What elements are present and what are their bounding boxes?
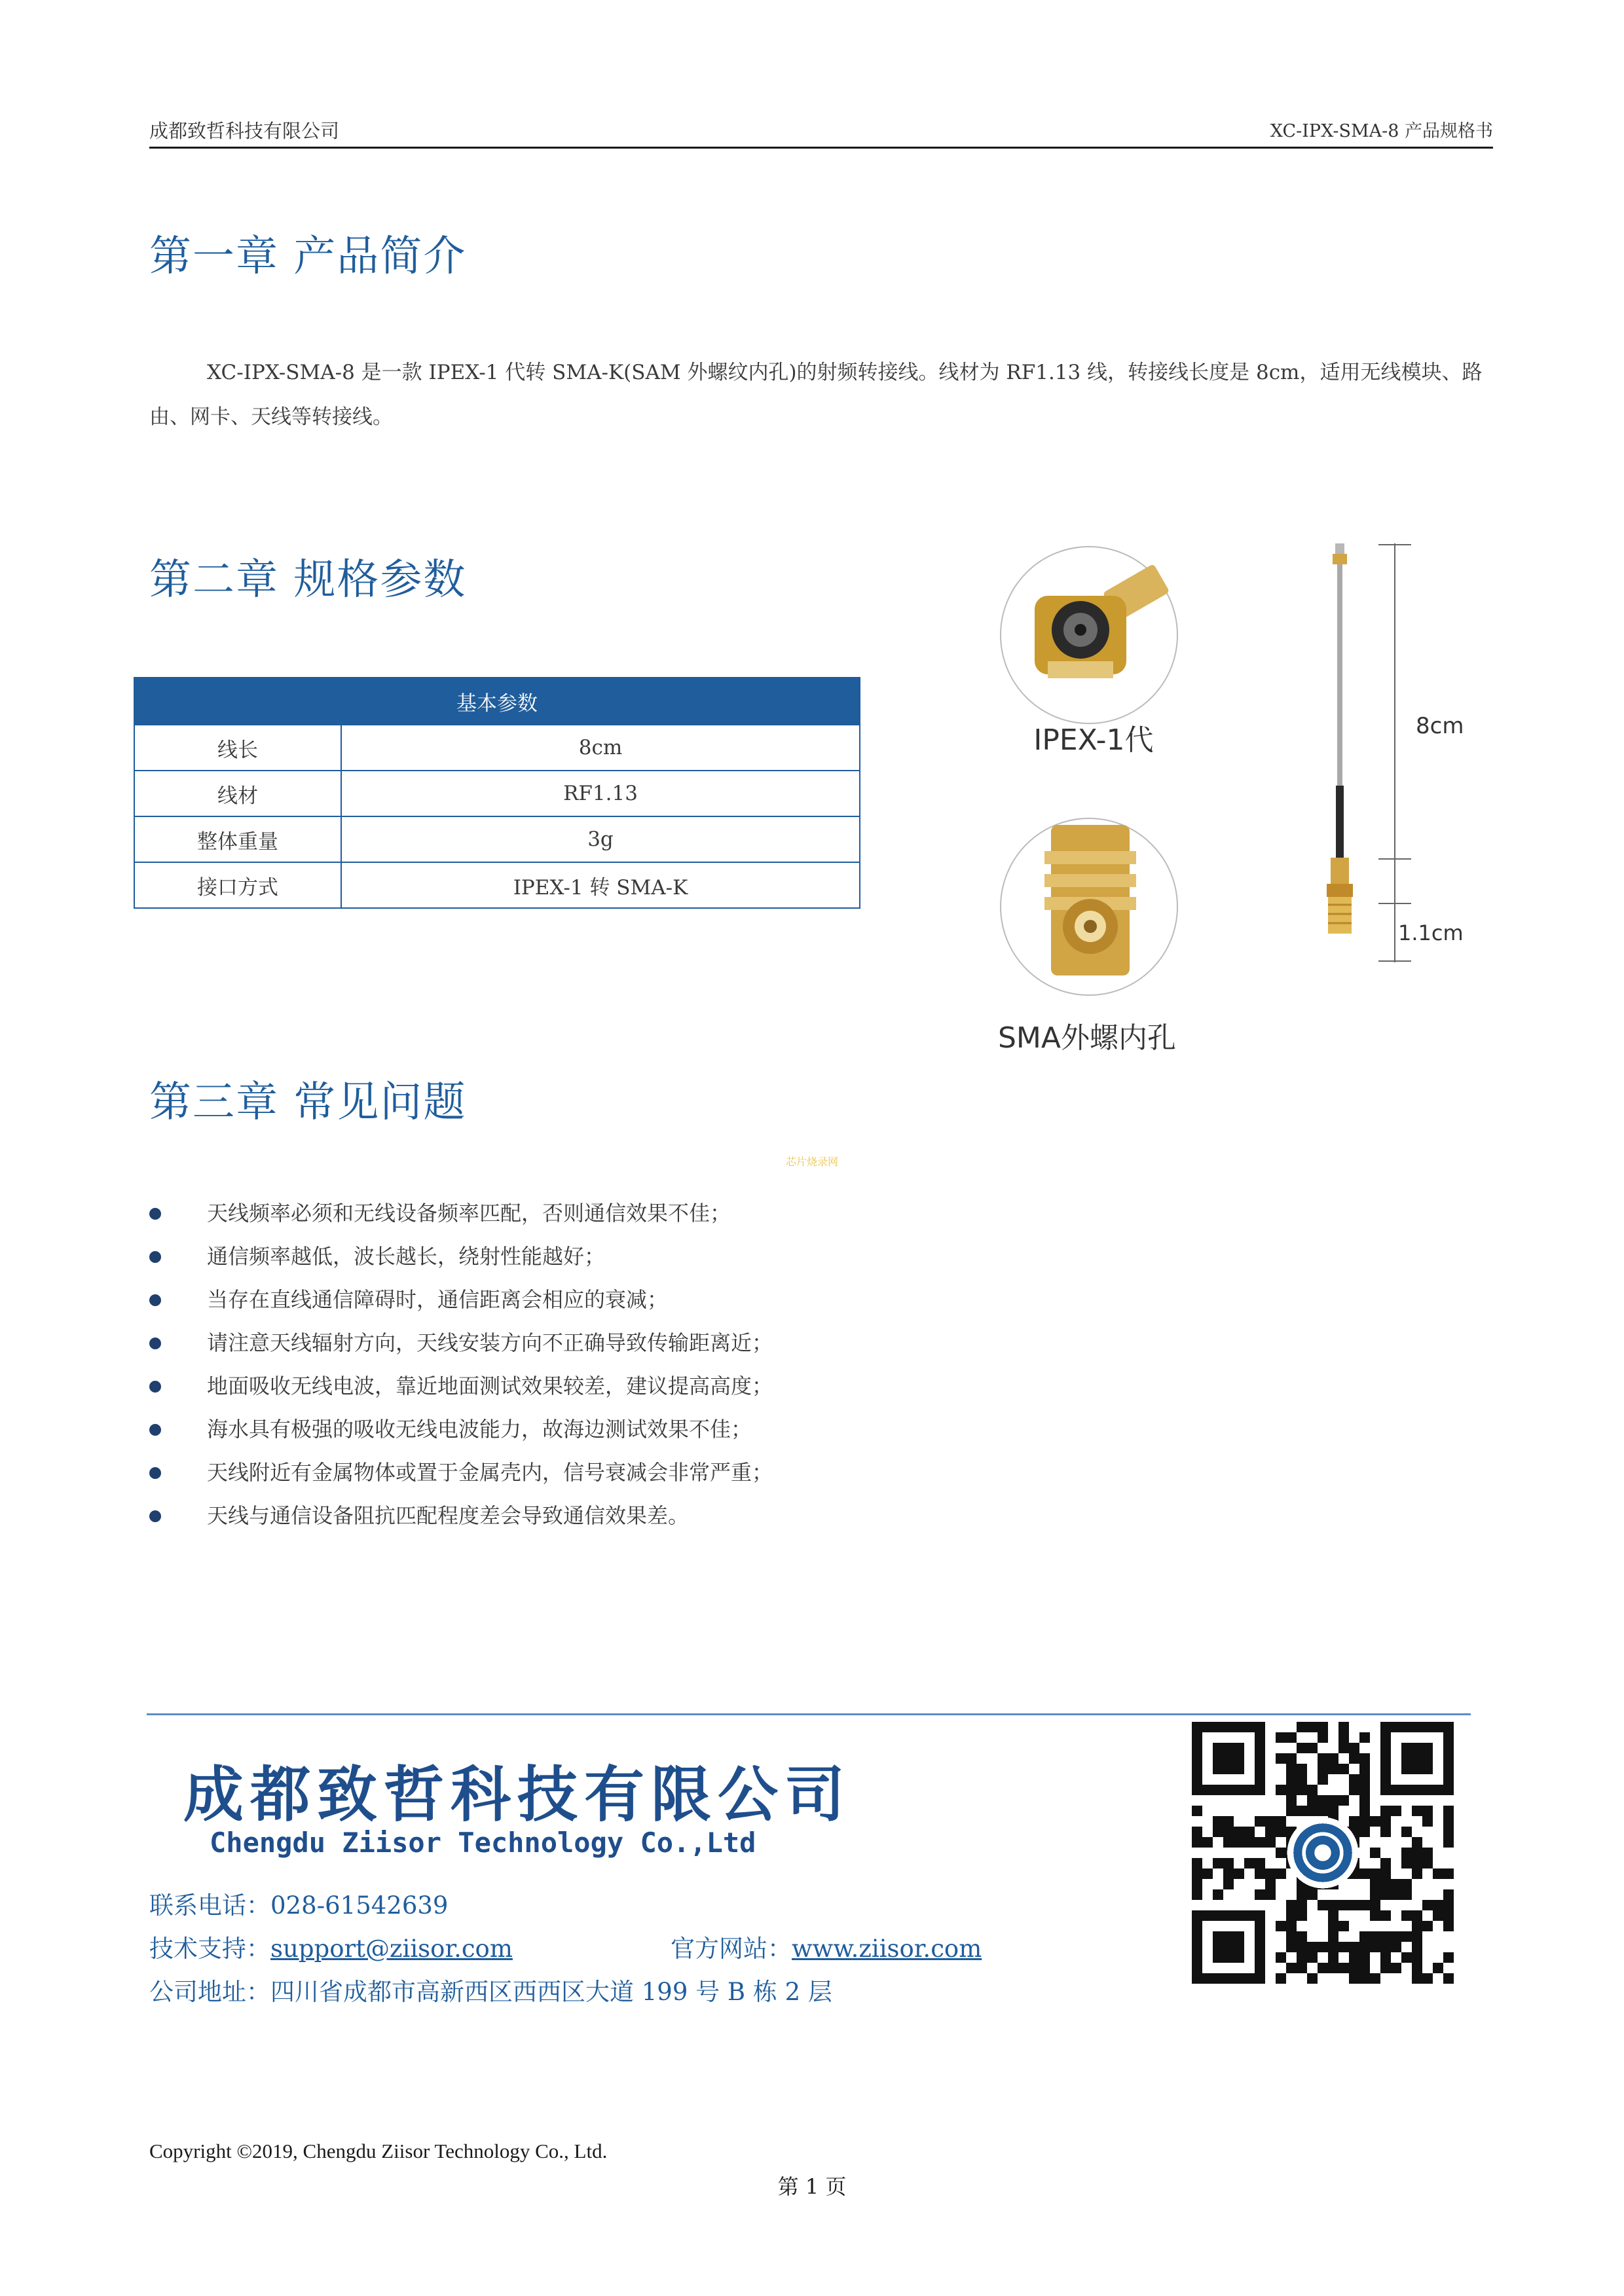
qr-module [1359,1764,1370,1774]
qr-module [1380,1806,1391,1816]
qr-module [1276,1785,1286,1795]
qr-module [1370,1973,1380,1984]
qr-module [1223,1879,1234,1889]
qr-module [1443,1910,1454,1921]
qr-module [1276,1973,1286,1984]
qr-module [1349,1963,1359,1973]
qr-module [1255,1889,1265,1900]
qr-module [1412,1942,1422,1952]
contact-support [149,1929,513,1964]
qr-module [1422,1806,1433,1816]
qr-module [1223,1837,1234,1848]
qr-module [1370,1848,1380,1858]
qr-module [1338,1900,1349,1910]
qr-module [1370,1900,1380,1910]
qr-module [1318,1774,1328,1785]
qr-module [1318,1795,1328,1806]
qr-module [1307,1942,1318,1952]
qr-module [1318,1806,1328,1816]
qr-module [1422,1900,1433,1910]
company-logo-en: Chengdu Ziisor Technology Co.,Ltd [210,1827,756,1859]
qr-module [1276,1827,1286,1837]
qr-module [1192,1868,1202,1879]
qr-module [1255,1816,1265,1827]
qr-module [1370,1868,1380,1879]
qr-module [1412,1921,1422,1931]
qr-module [1359,1732,1370,1743]
qr-module [1223,1827,1234,1837]
qr-module [1401,1910,1412,1921]
qr-module [1349,1743,1359,1753]
page-number: 第 1 页 [777,2174,847,2199]
qr-module [1276,1816,1286,1827]
qr-module [1265,1868,1276,1879]
qr-module [1433,1900,1443,1910]
bullet-dot-icon [149,1251,161,1263]
qr-module [1412,1837,1422,1848]
qr-module [1192,1837,1202,1848]
qr-module [1412,1848,1422,1858]
qr-module [1297,1963,1307,1973]
qr-module [1307,1952,1318,1963]
qr-module [1370,1942,1380,1952]
sma-label: SMA外螺内孔 [998,1021,1176,1055]
qr-module [1318,1900,1328,1910]
qr-module [1286,1774,1297,1785]
qr-module [1433,1910,1443,1921]
qr-module [1297,1743,1307,1753]
qr-module [1265,1889,1276,1900]
qr-module [1359,1868,1370,1879]
qr-module [1328,1942,1338,1952]
qr-module [1380,1931,1391,1942]
qr-module [1286,1764,1297,1774]
qr-module [1391,1942,1401,1952]
qr-module [1412,1963,1422,1973]
qr-module [1422,1921,1433,1931]
qr-module [1255,1858,1265,1868]
chapter1-title: 第一章 产品简介 [149,232,467,281]
qr-module [1286,1806,1297,1816]
qr-module [1223,1868,1234,1879]
list-item [149,1321,773,1364]
qr-module [1443,1952,1454,1963]
faq-list [149,1192,773,1537]
contact-address [149,1972,832,2007]
ipex-connector-image [1001,547,1177,723]
qr-code [1192,1722,1454,1984]
spec-table-heading: 基本参数 [134,678,860,725]
qr-module [1265,1816,1276,1827]
qr-module [1359,1900,1370,1910]
qr-module [1391,1879,1401,1889]
qr-module [1328,1806,1338,1816]
qr-module [1359,1774,1370,1785]
qr-module [1359,1785,1370,1795]
qr-module [1234,1837,1244,1848]
cable-assembly [1327,543,1353,934]
qr-module [1244,1827,1255,1837]
qr-module [1359,1806,1370,1816]
qr-module [1380,1858,1391,1868]
bullet-dot-icon [149,1208,161,1220]
qr-module [1380,1952,1391,1963]
header-rule [149,147,1493,149]
chapter3-title: 第三章 常见问题 [149,1078,467,1127]
qr-module [1286,1785,1297,1795]
spec-key: 线材 [134,771,341,816]
qr-module [1223,1858,1234,1868]
website-link[interactable]: www.ziisor.com [792,1935,982,1963]
qr-module [1297,1900,1307,1910]
list-item [149,1364,773,1408]
qr-module [1297,1910,1307,1921]
qr-module [1286,1732,1297,1743]
contact-phone [149,1886,448,1921]
qr-module [1401,1931,1412,1942]
qr-module [1276,1753,1286,1764]
length-label: 8cm [1416,713,1464,739]
qr-module [1276,1848,1286,1858]
qr-module [1202,1868,1213,1879]
qr-module [1192,1806,1202,1816]
qr-module [1328,1952,1338,1963]
qr-module [1401,1848,1412,1858]
qr-module [1370,1879,1380,1889]
qr-module [1276,1921,1286,1931]
head-length-label: 1.1cm [1398,920,1464,945]
qr-module [1286,1753,1297,1764]
qr-module [1359,1931,1370,1942]
qr-module [1244,1837,1255,1848]
qr-module [1192,1889,1202,1900]
qr-module [1443,1921,1454,1931]
qr-module [1192,1858,1202,1868]
qr-module [1443,1827,1454,1837]
qr-module [1276,1952,1286,1963]
qr-module [1443,1973,1454,1984]
qr-module [1349,1785,1359,1795]
qr-module [1307,1722,1318,1732]
table-row [134,862,860,908]
dimension-lines [1378,543,1411,962]
address-value: 四川省成都市高新西区西西区大道 199 号 B 栋 2 层 [270,1978,832,2006]
qr-module [1338,1921,1349,1931]
faq-text: 地面吸收无线电波，靠近地面测试效果较差，建议提高高度； [207,1374,773,1398]
qr-module [1328,1931,1338,1942]
qr-module [1359,1753,1370,1764]
faq-text: 通信频率越低，波长越长，绕射性能越好； [207,1244,606,1269]
faq-text: 请注意天线辐射方向，天线安装方向不正确导致传输距离近； [207,1330,773,1355]
phone-label: 联系电话： [149,1891,270,1920]
qr-module [1349,1900,1359,1910]
bullet-dot-icon [149,1424,161,1436]
spec-key: 接口方式 [134,862,341,908]
chapter2-title: 第二章 规格参数 [149,556,467,604]
qr-module [1370,1910,1380,1921]
qr-module [1443,1816,1454,1827]
qr-module [1276,1868,1286,1879]
qr-module [1286,1900,1297,1910]
qr-module [1297,1931,1307,1942]
qr-module [1359,1973,1370,1984]
qr-module [1359,1795,1370,1806]
qr-module [1213,1816,1223,1827]
qr-module [1433,1868,1443,1879]
qr-module [1370,1889,1380,1900]
qr-module [1443,1900,1454,1910]
qr-module [1380,1868,1391,1879]
qr-module [1359,1827,1370,1837]
qr-module [1433,1963,1443,1973]
signal-logo-icon [1287,1817,1359,1889]
watermark: 芯片烧录网 [786,1156,839,1168]
qr-module [1286,1942,1297,1952]
qr-module [1380,1816,1391,1827]
qr-module [1443,1806,1454,1816]
qr-module [1328,1963,1338,1973]
qr-module [1349,1973,1359,1984]
qr-module [1223,1816,1234,1827]
qr-module [1328,1753,1338,1764]
list-item [149,1235,773,1278]
qr-module [1359,1942,1370,1952]
qr-module [1276,1732,1286,1743]
qr-module [1349,1942,1359,1952]
qr-module [1328,1910,1338,1921]
qr-module [1412,1952,1422,1963]
support-label: 技术支持： [149,1935,270,1963]
qr-module [1401,1858,1412,1868]
bullet-dot-icon [149,1338,161,1349]
qr-module [1443,1837,1454,1848]
qr-module [1422,1973,1433,1984]
spec-key: 整体重量 [134,816,341,862]
spec-table [134,677,860,909]
qr-module [1338,1722,1349,1732]
table-row [134,771,860,816]
qr-module [1318,1753,1328,1764]
qr-module [1338,1764,1349,1774]
bullet-dot-icon [149,1381,161,1393]
faq-text: 海水具有极强的吸收无线电波能力，故海边测试效果不佳； [207,1417,752,1442]
qr-module [1244,1858,1255,1868]
qr-module [1297,1806,1307,1816]
qr-module [1391,1889,1401,1900]
qr-module [1307,1785,1318,1795]
qr-module [1370,1931,1380,1942]
spec-key: 线长 [134,725,341,771]
spec-value: 3g [341,816,860,862]
spec-value: IPEX-1 转 SMA-K [341,862,860,908]
qr-module [1297,1774,1307,1785]
qr-module [1412,1931,1422,1942]
qr-module [1422,1848,1433,1858]
qr-module [1401,1952,1412,1963]
qr-module [1286,1921,1297,1931]
qr-module [1265,1879,1276,1889]
qr-module [1286,1931,1297,1942]
qr-module [1422,1816,1433,1827]
qr-module [1412,1806,1422,1816]
qr-module [1213,1889,1223,1900]
qr-module [1192,1879,1202,1889]
sma-connector-image [1001,818,1177,995]
list-item [149,1408,773,1451]
qr-module [1234,1827,1244,1837]
phone-value: 028-61542639 [270,1891,449,1920]
table-row [134,816,860,862]
qr-module [1328,1900,1338,1910]
support-email-link[interactable]: support@ziisor.com [270,1935,513,1963]
list-item [149,1278,773,1321]
chapter1-intro: XC-IPX-SMA-8 是一款 IPEX-1 代转 SMA-K(SAM 外螺纹内孔)的射频转接线。线材为 RF1.13 线，转接线长度是 8cm，适用无线模块、路由、网卡、天线等转接线。 [149,361,1483,429]
bullet-dot-icon [149,1510,161,1522]
qr-module [1265,1827,1276,1837]
qr-module [1318,1942,1328,1952]
qr-module [1297,1942,1307,1952]
qr-module [1359,1952,1370,1963]
header-doc-title: XC-IPX-SMA-8 产品规格书 [1270,121,1493,141]
qr-module [1202,1837,1213,1848]
qr-module [1349,1816,1359,1827]
qr-module [1380,1942,1391,1952]
qr-module [1297,1889,1307,1900]
qr-module [1307,1806,1318,1816]
site-label: 官方网站： [671,1935,792,1963]
qr-module [1307,1743,1318,1753]
qr-module [1297,1722,1307,1732]
faq-text: 当存在直线通信障碍时，通信距离会相应的衰减； [207,1287,669,1312]
qr-module [1359,1816,1370,1827]
list-item [149,1192,773,1235]
qr-module [1380,1910,1391,1921]
qr-module [1297,1952,1307,1963]
contact-website [671,1929,982,1964]
qr-module [1412,1910,1422,1921]
qr-module [1443,1889,1454,1900]
bullet-dot-icon [149,1467,161,1479]
qr-module [1412,1973,1422,1984]
company-logo-cn: 成都致哲科技有限公司 [183,1759,852,1830]
qr-module [1286,1963,1297,1973]
qr-module [1307,1889,1318,1900]
qr-module [1297,1764,1307,1774]
qr-module [1349,1774,1359,1785]
copyright: Copyright ©2019, Chengdu Ziisor Technology Co., Ltd. [149,2140,608,2162]
qr-module [1380,1827,1391,1837]
qr-module [1380,1879,1391,1889]
qr-module [1443,1868,1454,1879]
qr-module [1338,1743,1349,1753]
list-item [149,1451,773,1494]
qr-module [1422,1858,1433,1868]
header-company: 成都致哲科技有限公司 [149,120,340,142]
qr-module [1318,1722,1328,1732]
qr-module [1213,1827,1223,1837]
qr-module [1192,1827,1202,1837]
qr-module [1338,1942,1349,1952]
table-row [134,725,860,771]
qr-module [1307,1795,1318,1806]
qr-module [1380,1889,1391,1900]
faq-text: 天线附近有金属物体或置于金属壳内，信号衰减会非常严重； [207,1460,773,1485]
qr-module [1401,1827,1412,1837]
address-label: 公司地址： [149,1978,270,2006]
qr-module [1318,1732,1328,1743]
qr-module [1391,1931,1401,1942]
qr-module [1401,1879,1412,1889]
qr-module [1328,1764,1338,1774]
qr-module [1286,1795,1297,1806]
qr-module [1255,1868,1265,1879]
qr-module [1401,1889,1412,1900]
qr-module [1328,1921,1338,1931]
qr-module [1349,1753,1359,1764]
qr-module [1412,1858,1422,1868]
qr-module [1338,1963,1349,1973]
spec-value: RF1.13 [341,771,860,816]
footer-rule [147,1713,1471,1715]
qr-module [1380,1963,1391,1973]
qr-module [1286,1910,1297,1921]
qr-module [1349,1952,1359,1963]
qr-module [1265,1837,1276,1848]
qr-module [1213,1858,1223,1868]
qr-module [1328,1795,1338,1806]
spec-value: 8cm [341,725,860,771]
qr-module [1297,1785,1307,1795]
qr-module [1318,1963,1328,1973]
qr-module [1359,1963,1370,1973]
product-illustration [976,524,1493,1080]
qr-module [1391,1806,1401,1816]
qr-module [1338,1732,1349,1743]
qr-module [1338,1795,1349,1806]
bullet-dot-icon [149,1294,161,1306]
qr-module [1370,1816,1380,1827]
faq-text: 天线与通信设备阻抗匹配程度差会导致通信效果差。 [207,1503,690,1528]
qr-module [1412,1868,1422,1879]
qr-module [1318,1764,1328,1774]
ipex-label: IPEX-1代 [1033,723,1154,757]
qr-module [1391,1963,1401,1973]
qr-module [1234,1868,1244,1879]
qr-module [1307,1973,1318,1984]
faq-text: 天线频率必须和无线设备频率匹配，否则通信效果不佳； [207,1201,731,1226]
list-item [149,1494,773,1537]
qr-module [1255,1837,1265,1848]
